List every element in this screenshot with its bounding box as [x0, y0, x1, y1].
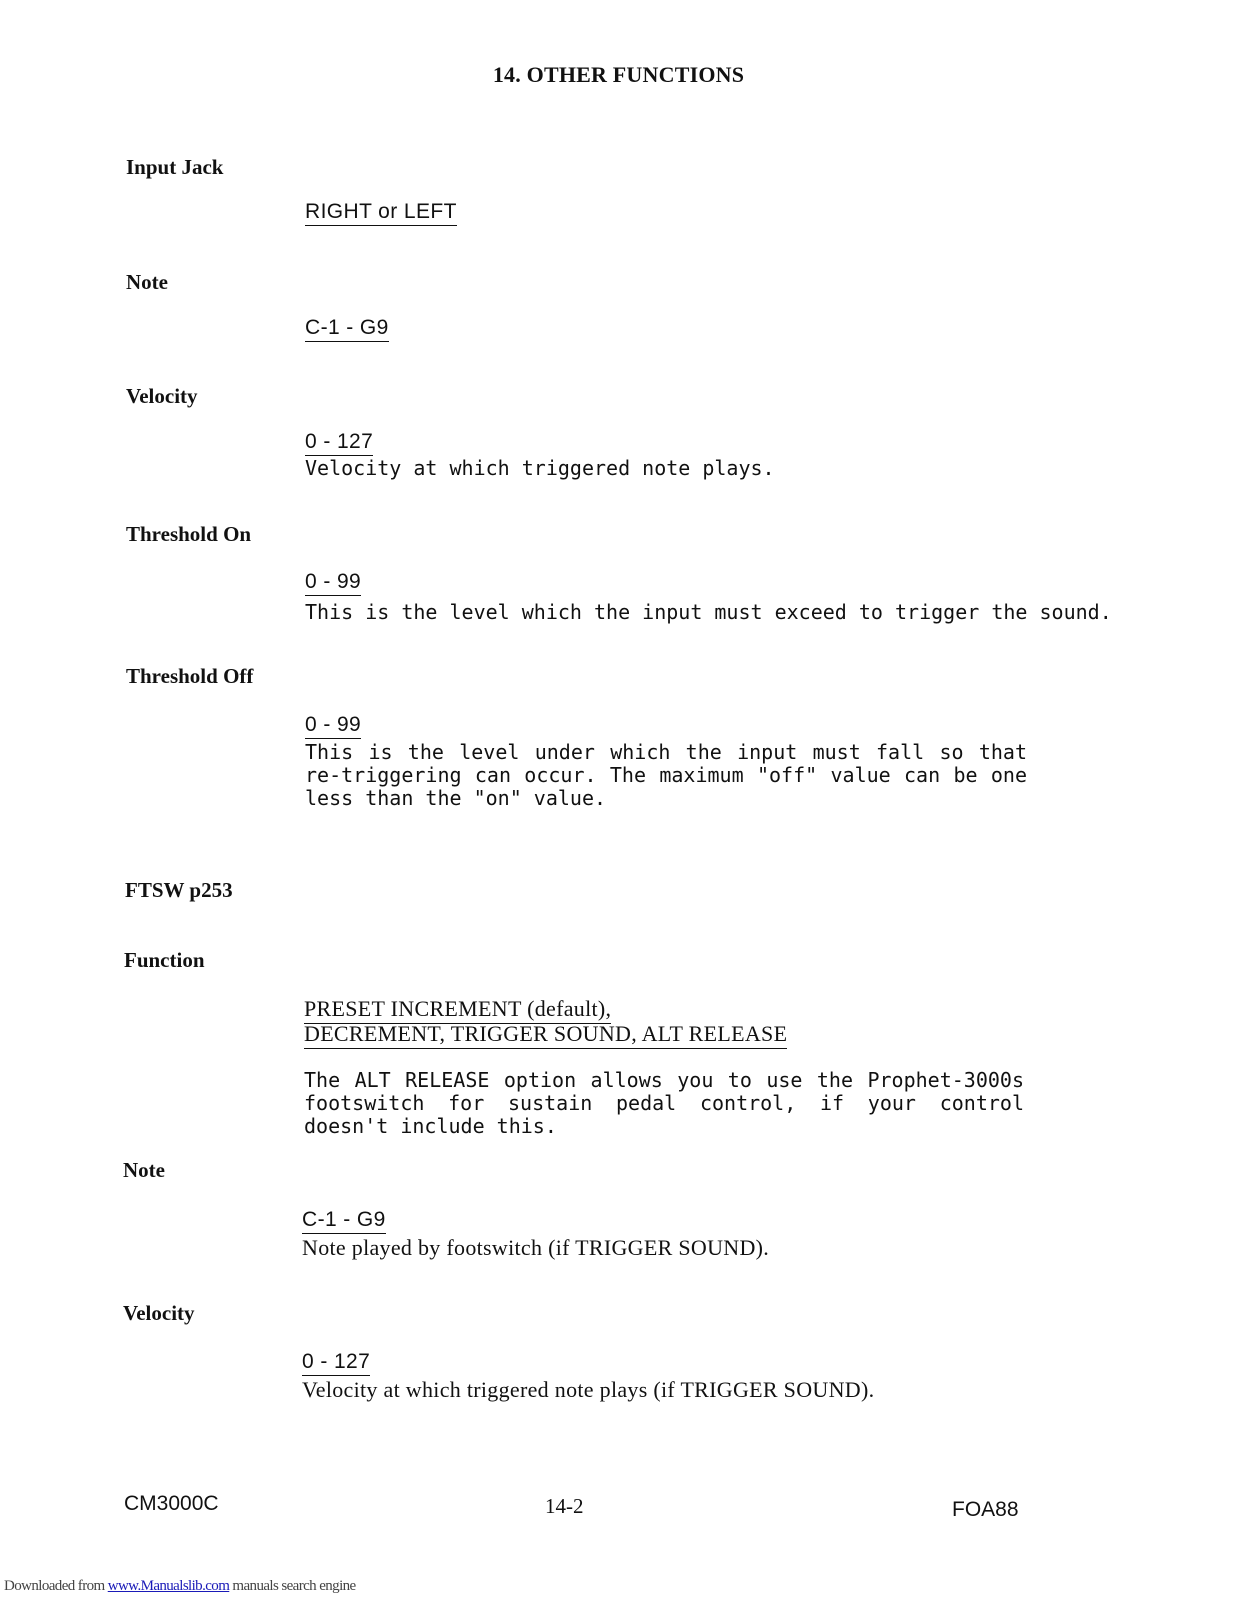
- value-text: RIGHT or LEFT: [305, 200, 457, 226]
- section-value-input-jack: [305, 200, 457, 226]
- value-text: 0 - 99: [305, 713, 361, 739]
- section-value-threshold-on: [305, 570, 361, 596]
- download-banner-prefix: Downloaded from: [4, 1578, 108, 1594]
- download-banner-suffix: manuals search engine: [229, 1578, 356, 1594]
- download-banner: [4, 1578, 356, 1595]
- section-description-velocity: Velocity at which triggered note plays.: [305, 456, 775, 480]
- section-value-function-line2: [304, 1021, 787, 1049]
- section-description-threshold-off: This is the level under which the input must fall so that re-triggering can occur. The maximum "off" value can be one less than the "on" value.: [305, 740, 1027, 810]
- section-description-ftsw-note: Note played by footswitch (if TRIGGER SOUND).: [302, 1235, 770, 1260]
- section-value-function-line1: [304, 996, 611, 1024]
- section-value-velocity: [305, 430, 373, 456]
- value-text: 0 - 99: [305, 570, 361, 596]
- footer-document-code: CM3000C: [124, 1492, 219, 1515]
- section-label-velocity: Velocity: [126, 384, 198, 408]
- value-text: C-1 - G9: [305, 316, 389, 342]
- value-text: C-1 - G9: [302, 1208, 386, 1234]
- ftsw-heading: FTSW p253: [125, 878, 233, 902]
- section-description-function: The ALT RELEASE option allows you to use the Prophet-3000s footswitch for sustain pedal control, if your control doesn't include this.: [304, 1068, 1024, 1138]
- section-value-threshold-off: [305, 713, 361, 739]
- section-label-ftsw-note: Note: [123, 1158, 165, 1182]
- value-text: 0 - 127: [305, 430, 373, 456]
- footer-page-number: 14-2: [545, 1494, 584, 1518]
- footer-revision-code: FOA88: [952, 1498, 1019, 1521]
- section-label-function: Function: [124, 948, 205, 972]
- section-value-note: [305, 316, 389, 342]
- section-description-threshold-on: This is the level which the input must exceed to trigger the sound.: [305, 600, 1112, 624]
- section-label-threshold-off: Threshold Off: [126, 664, 254, 688]
- page-title: 14. OTHER FUNCTIONS: [492, 62, 745, 87]
- section-label-input-jack: Input Jack: [126, 155, 224, 179]
- section-description-ftsw-velocity: Velocity at which triggered note plays (if TRIGGER SOUND).: [302, 1377, 875, 1402]
- value-text: PRESET INCREMENT (default),: [304, 996, 611, 1024]
- section-value-ftsw-note: [302, 1208, 386, 1234]
- section-label-ftsw-velocity: Velocity: [123, 1301, 195, 1325]
- value-text: DECREMENT, TRIGGER SOUND, ALT RELEASE: [304, 1021, 787, 1049]
- value-text: 0 - 127: [302, 1350, 370, 1376]
- section-label-note: Note: [126, 270, 168, 294]
- section-value-ftsw-velocity: [302, 1350, 370, 1376]
- section-label-threshold-on: Threshold On: [126, 522, 252, 546]
- manualslib-link[interactable]: www.Manualslib.com: [107, 1578, 230, 1594]
